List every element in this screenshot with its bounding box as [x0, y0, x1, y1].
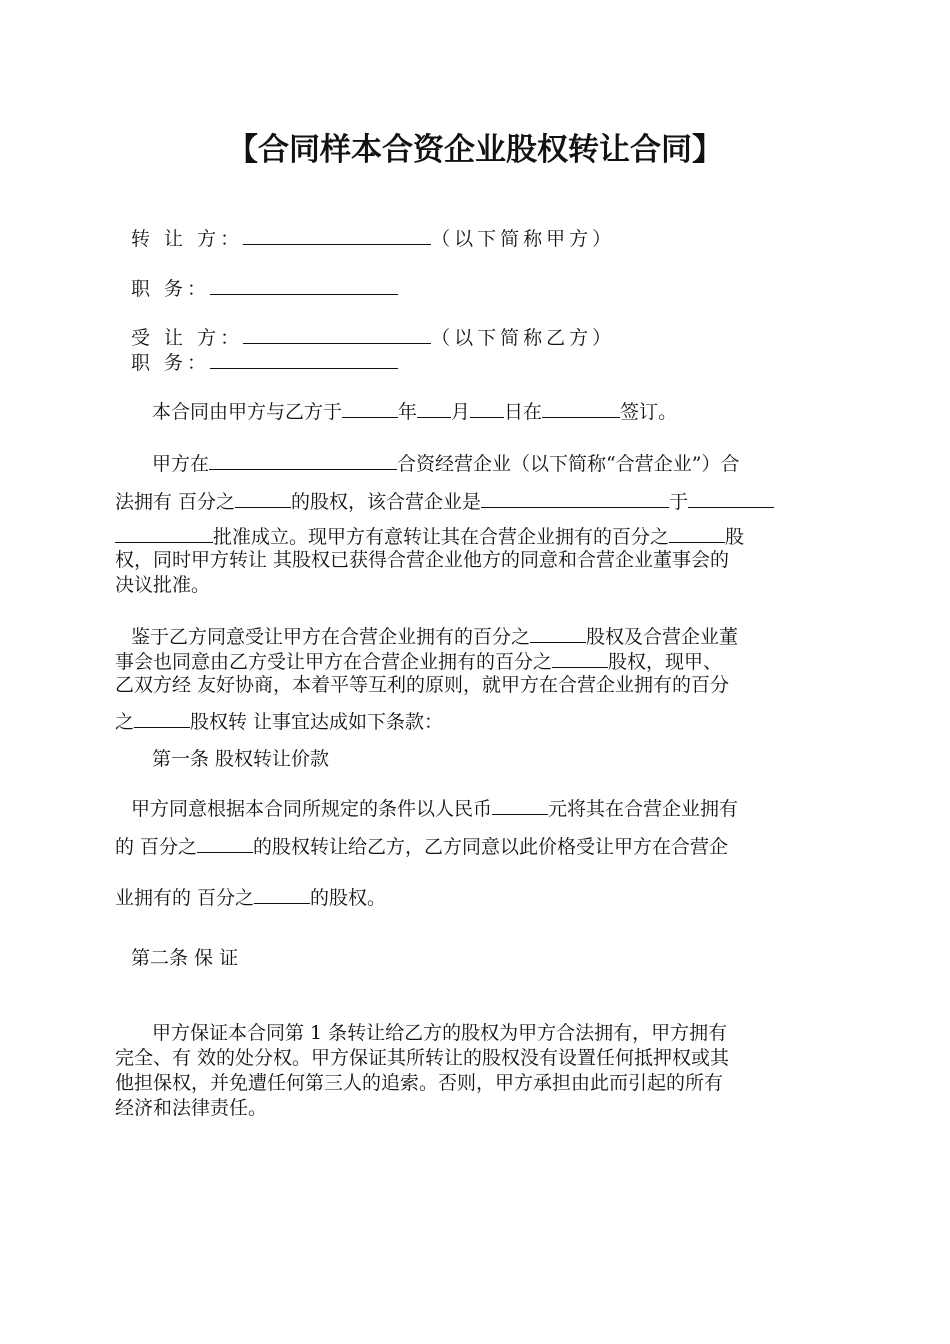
paragraph-3-line-1 — [131, 796, 738, 821]
signing-prefix: 本合同由甲方与乙方于 — [152, 401, 343, 423]
p1-text-b: 合资经营企业（以下简称“合营企业”）合 — [397, 453, 740, 475]
month-blank[interactable] — [417, 399, 451, 418]
p1-text-g: 股 — [725, 526, 745, 548]
p2-text-b: 股权及合营企业董 — [586, 626, 739, 648]
paragraph-1-line-1 — [152, 451, 739, 476]
paragraph-2-line-3: 乙双方经 友好协商，本着平等互利的原则，就甲方在合营企业拥有的百分 — [115, 674, 730, 696]
paragraph-4-line-1: 甲方保证本合同第 1 条转让给乙方的股权为甲方合法拥有，甲方拥有 — [152, 1022, 728, 1044]
paragraph-1-line-5: 决议批准。 — [115, 574, 211, 596]
paragraph-4-line-4: 经济和法律责任。 — [115, 1097, 268, 1119]
transferee-label: 受 让 方： — [131, 327, 244, 349]
p2-text-a: 鉴于乙方同意受让甲方在合营企业拥有的百分之 — [131, 626, 531, 648]
p2-text-c: 事会也同意由乙方受让甲方在合营企业拥有的百分之 — [115, 651, 553, 673]
paragraph-2-line-1 — [131, 624, 738, 649]
article-2-heading: 第二条 保 证 — [131, 947, 239, 969]
paragraph-4-line-2: 完全、有 效的处分权。甲方保证其所转让的股权没有设置任何抵押权或其 — [115, 1047, 730, 1069]
p1-text-a: 甲方在 — [152, 453, 210, 475]
day-blank[interactable] — [470, 399, 504, 418]
p2-text-f: 之 — [115, 711, 135, 733]
paragraph-1-line-3 — [115, 524, 744, 549]
p3-text-d: 的股权转让给乙方，乙方同意以此价格受让甲方在合营企 — [253, 836, 729, 858]
paragraph-3-line-3 — [115, 885, 386, 910]
p1-text-d: 的股权，该合营企业是 — [291, 491, 482, 513]
transferor-label: 转 让 方： — [131, 228, 244, 250]
p1-text-c: 法拥有 百分之 — [115, 491, 236, 513]
month-label: 月 — [451, 401, 471, 423]
p3-text-f: 的股权。 — [310, 887, 387, 909]
place-blank[interactable] — [542, 399, 620, 418]
document-title: 【合同样本合资企业股权转让合同】 — [227, 132, 723, 168]
day-at-label: 日在 — [504, 401, 543, 423]
price-blank[interactable] — [492, 796, 548, 815]
p3-text-e: 业拥有的 百分之 — [115, 887, 255, 909]
transferee-blank[interactable] — [243, 325, 431, 344]
percent-blank-6[interactable] — [197, 834, 253, 853]
percent-blank-1[interactable] — [235, 489, 291, 508]
approval-authority-blank-cont[interactable] — [115, 524, 213, 543]
transferor-blank[interactable] — [243, 226, 431, 245]
percent-blank-3[interactable] — [530, 624, 586, 643]
jv-name-blank[interactable] — [209, 451, 397, 470]
percent-blank-4[interactable] — [552, 649, 608, 668]
signing-line — [152, 399, 677, 424]
year-blank[interactable] — [342, 399, 398, 418]
year-label: 年 — [398, 401, 418, 423]
position-label: 职 务： — [131, 278, 211, 300]
transferee-line — [131, 325, 615, 350]
position-label-2: 职 务： — [131, 352, 211, 374]
paragraph-1-line-2 — [115, 489, 774, 514]
percent-blank-7[interactable] — [254, 885, 310, 904]
p3-text-b: 元将其在合营企业拥有 — [548, 798, 739, 820]
p3-text-c: 的 百分之 — [115, 836, 198, 858]
approval-authority-blank[interactable] — [688, 489, 774, 508]
paragraph-3-line-2 — [115, 834, 728, 859]
percent-blank-5[interactable] — [134, 709, 190, 728]
transferee-position-line — [131, 350, 398, 375]
jv-type-blank[interactable] — [481, 489, 669, 508]
paragraph-2-line-4 — [115, 709, 443, 734]
p3-text-a: 甲方同意根据本合同所规定的条件以人民币 — [131, 798, 493, 820]
transferor-suffix: （以下简称甲方） — [431, 228, 616, 250]
paragraph-1-line-4: 权，同时甲方转让 其股权已获得合营企业他方的同意和合营企业董事会的 — [115, 549, 730, 571]
p1-text-f: 批准成立。现甲方有意转让其在合营企业拥有的百分之 — [213, 526, 670, 548]
p1-text-e: 于 — [669, 491, 689, 513]
signing-suffix: 签订。 — [620, 401, 678, 423]
transferee-position-blank[interactable] — [210, 350, 398, 369]
transferor-position-line — [131, 276, 398, 301]
p2-text-g: 股权转 让事宜达成如下条款： — [190, 711, 444, 733]
transferor-line — [131, 226, 615, 251]
transferee-suffix: （以下简称乙方） — [431, 327, 616, 349]
p2-text-d: 股权，现甲、 — [608, 651, 723, 673]
paragraph-2-line-2 — [115, 649, 722, 674]
paragraph-4-line-3: 他担保权，并免遭任何第三人的追索。否则，甲方承担由此而引起的所有 — [115, 1072, 724, 1094]
article-1-heading: 第一条 股权转让价款 — [152, 748, 330, 770]
transferor-position-blank[interactable] — [210, 276, 398, 295]
percent-blank-2[interactable] — [669, 524, 725, 543]
